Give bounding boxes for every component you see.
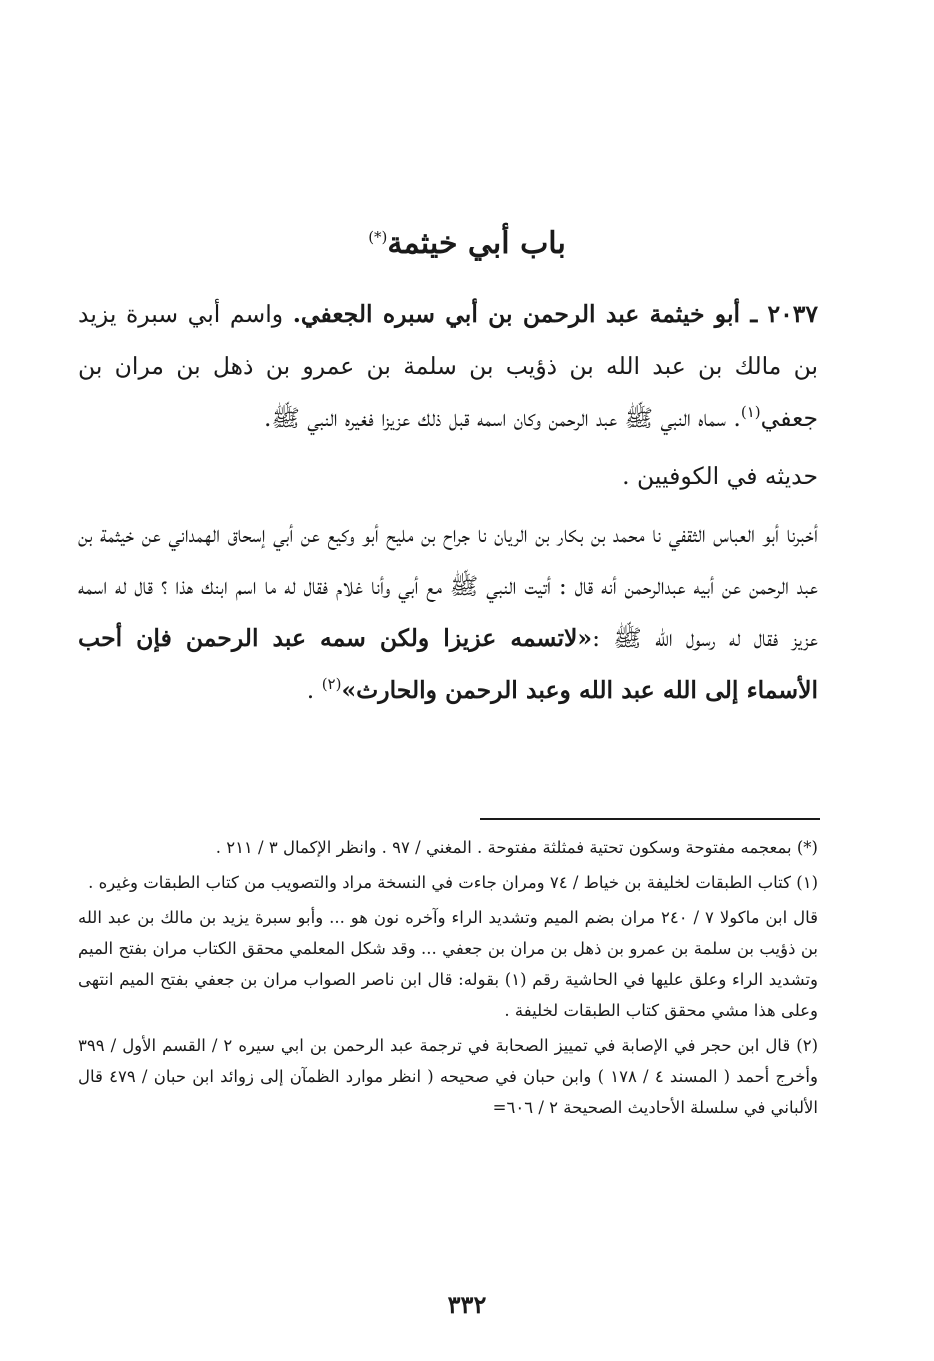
page-number: ٣٣٢ (447, 1290, 487, 1319)
chapter-title-text: باب أبي خيثمة (387, 226, 566, 261)
footnote-star: (*) بمعجمه مفتوحة وسكون تحتية فمثلثة مفتوحة . المغني / ٩٧ . وانظر الإكمال ٣ / ٢١١ . (215, 838, 818, 857)
entry-paragraph (78, 288, 818, 444)
entry-text-a: واسم أبي سبرة يزيد بن مالك بن عبد الله بن ذؤيب بن سلمة بن عمرو بن ذهل بن مران بن جعفي (78, 300, 818, 432)
narration-text: أخبرنا أبو العباس الثقفي نا محمد بن بكار بن الريان نا جراح بن مليح أبو وكيع عن أبي إسحاق الهمداني عن خيثمة بن عبد الرحمن عن أبيه عبدالرحمن أنه قال : أتيت النبي ﷺ مع أبي وأنا غلام فقال له ما اسم ابنك هذا ؟ قال له اسمه عزيز فقال له رسول الله ﷺ : (78, 520, 818, 652)
footnote-1-continued: قال ابن ماكولا ٧ / ٢٤٠ مران بضم الميم وتشديد الراء وآخره نون هو ... وأبو سبرة يزيد بن مالك بن عبد الله بن ذؤيب بن سلمة بن عمرو بن ذهل بن مران بن جعفي ... وقد شكل المعلمي محقق الكتاب مران بفتح الميم وتشديد الراء وعلق عليها في الحاشية رقم (١) بقوله: قال ابن ناصر الصواب مران بن جعفي بفتح الميم انتهى وعلى هذا مشي محقق كتاب الطبقات لخليفة . (78, 908, 818, 1020)
prophetic-quote: «لاتسمه عزيزا ولكن سمه عبد الرحمن فإن أحب الأسماء إلى الله عبد الله وعبد الرحمن والحارث» (78, 624, 818, 704)
footnote-2: (٢) قال ابن حجر في الإصابة في تمييز الصحابة في ترجمة عبد الرحمن بن ابي سيره ٢ / القسم الأول / ٣٩٩ وأخرج أحمد ( المسند ٤ / ١٧٨ ) وابن حبان في صحيحه ( انظر موارد الظمآن إلى زوائد ابن حبان / ٤٧٩ قال الألباني في سلسلة الأحاديث الصحيحة ٢ / ٦٠٦= (78, 1036, 818, 1117)
footnote-1: (١) كتاب الطبقات لخليفة بن خياط / ٧٤ ومران جاءت في النسخة مراد والتصويب من كتاب الطبقات وغيره . (88, 873, 818, 892)
entry-text-b: . سماه النبي ﷺ عبد الرحمن وكان اسمه قبل ذلك عزيزا فغيره النبي ﷺ. (263, 404, 741, 432)
footnote-ref-2: (٢) (321, 675, 342, 694)
footnote-divider (480, 818, 820, 820)
footnote-ref-1: (١) (740, 403, 761, 422)
footnotes (78, 832, 818, 1127)
chapter-footnote-marker: (*) (368, 228, 388, 246)
entry-heading: ٢٠٣٧ ـ أبو خيثمة عبد الرحمن بن أبي سبره الجعفي. (292, 300, 819, 328)
main-text (78, 288, 818, 716)
hadith-note: حديثه في الكوفيين . (622, 462, 818, 490)
chapter-title (0, 222, 934, 266)
narration-end: . (306, 676, 322, 704)
narration-paragraph (78, 508, 818, 716)
